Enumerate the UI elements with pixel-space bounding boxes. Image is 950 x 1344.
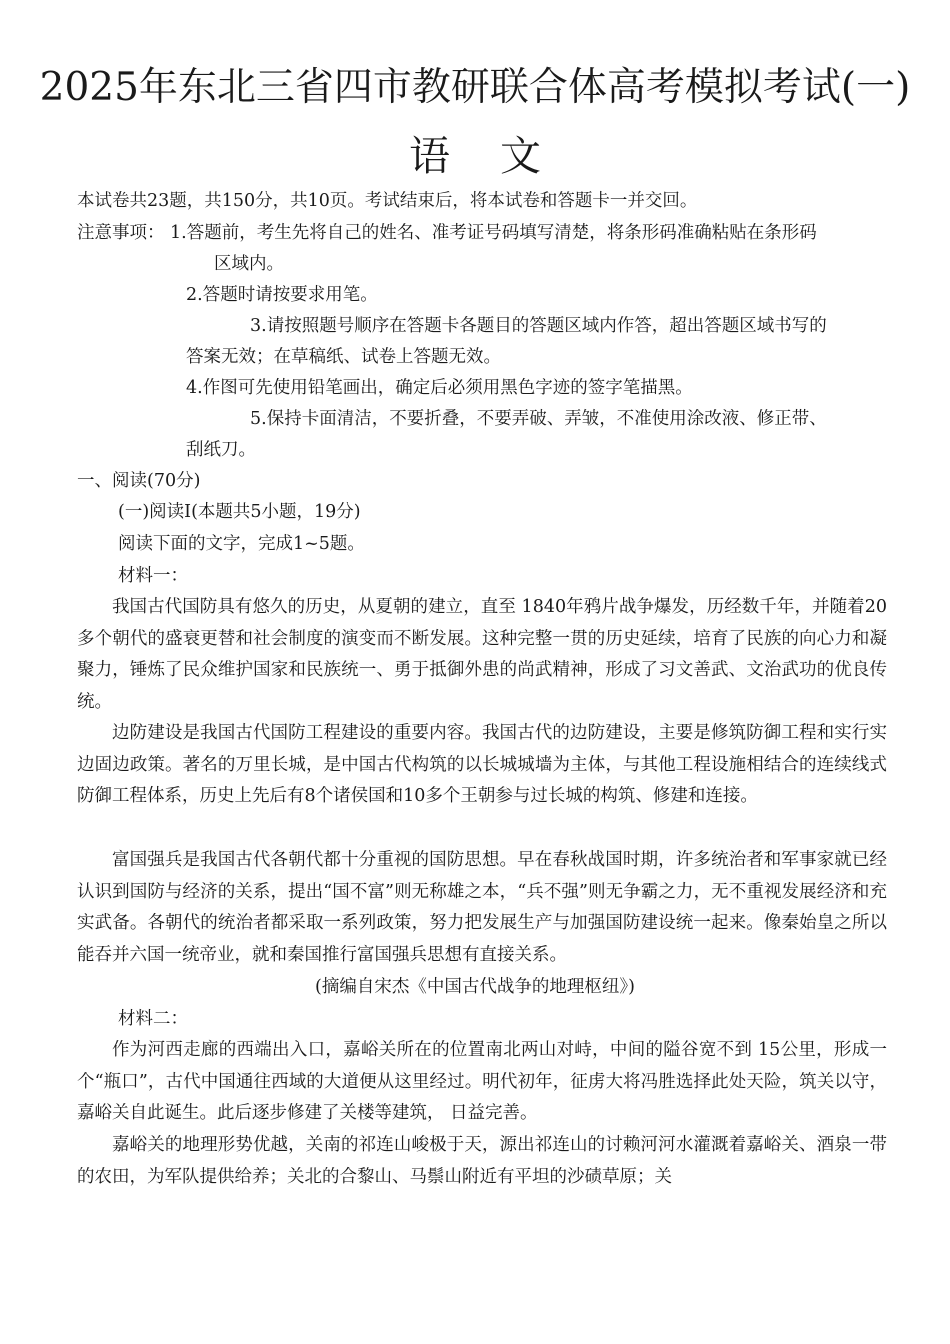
notice-item-2: 2.答题时请按要求用笔。: [186, 285, 378, 305]
notice-item-3: 3.请按照题号顺序在答题卡各题目的答题区域内作答，超出答题区域书写的: [250, 316, 827, 336]
section-heading: 一、阅读(70分): [77, 471, 201, 491]
exam-title: 2025年东北三省四市教研联合体高考模拟考试(一): [39, 65, 911, 110]
subject-char-2: 文: [500, 132, 541, 180]
notice-label: 注意事项：: [77, 223, 165, 243]
material-2-paragraph-2: 嘉峪关的地理形势优越，关南的祁连山峻极于天，源出祁连山的讨赖河河水灌溉着嘉峪关、酒泉一带的农田，为军队提供给养；关北的合黎山、马鬃山附近有平坦的沙碛草原；关: [77, 1135, 887, 1187]
subject-title: [0, 130, 950, 182]
notice-item-1: 1.答题前，考生先将自己的姓名、准考证号码填写清楚，将条形码准确粘贴在条形码: [170, 223, 817, 243]
material-2-paragraph-1: 作为河西走廊的西端出入口，嘉峪关所在的位置南北两山对峙，中间的隘谷宽不到 15公里，形成一个“瓶口”，古代中国通往西域的大道便从这里经过。明代初年，征虏大将冯胜选择此处天险，筑关以守，嘉峪关自此诞生。此后逐步修建了关楼等建筑， 日益完善。: [77, 1040, 887, 1124]
section-subheading: (一)阅读Ⅰ(本题共5小题，19分): [118, 502, 361, 522]
material-1-source: (摘编自宋杰《中国古代战争的地理枢纽》): [315, 977, 635, 997]
notice-item-3-cont: 答案无效；在草稿纸、试卷上答题无效。: [186, 347, 501, 367]
exam-intro: 本试卷共23题，共150分，共10页。考试结束后，将本试卷和答题卡一并交回。: [77, 191, 698, 211]
section-instruction: 阅读下面的文字，完成1~5题。: [118, 534, 365, 554]
notice-item-5-cont: 刮纸刀。: [186, 440, 256, 460]
notice-item-1-cont: 区域内。: [214, 254, 284, 274]
notice-item-4: 4.作图可先使用铅笔画出，确定后必须用黑色字迹的签字笔描黑。: [186, 378, 693, 398]
subject-char-1: 语: [409, 132, 450, 180]
material-1-paragraph-1: 我国古代国防具有悠久的历史，从夏朝的建立，直至 1840年鸦片战争爆发，历经数千年，并随着20多个朝代的盛衰更替和社会制度的演变而不断发展。这种完整一贯的历史延续，培育了民族的向心力和凝聚力，锤炼了民众维护国家和民族统一、勇于抵御外患的尚武精神，形成了习文善武、文治武功的优良传统。: [77, 597, 887, 712]
material-1-label: 材料一：: [118, 566, 188, 586]
material-1-paragraph-2: 边防建设是我国古代国防工程建设的重要内容。我国古代的边防建设，主要是修筑防御工程和实行实边固边政策。著名的万里长城，是中国古代构筑的以长城城墙为主体，与其他工程设施相结合的连续线式防御工程体系，历史上先后有8个诸侯国和10多个王朝参与过长城的构筑、修建和连接。: [77, 723, 887, 807]
material-1-paragraph-3: 富国强兵是我国古代各朝代都十分重视的国防思想。早在春秋战国时期，许多统治者和军事家就已经认识到国防与经济的关系，提出“国不富”则无称雄之本，“兵不强”则无争霸之力，无不重视发展经济和充实武备。各朝代的统治者都采取一系列政策，努力把发展生产与加强国防建设统一起来。像秦始皇之所以能吞并六国一统帝业，就和秦国推行富国强兵思想有直接关系。: [77, 850, 887, 965]
notice-item-5: 5.保持卡面清洁，不要折叠，不要弄破、弄皱，不准使用涂改液、修正带、: [250, 409, 827, 429]
material-2-label: 材料二：: [118, 1009, 188, 1029]
